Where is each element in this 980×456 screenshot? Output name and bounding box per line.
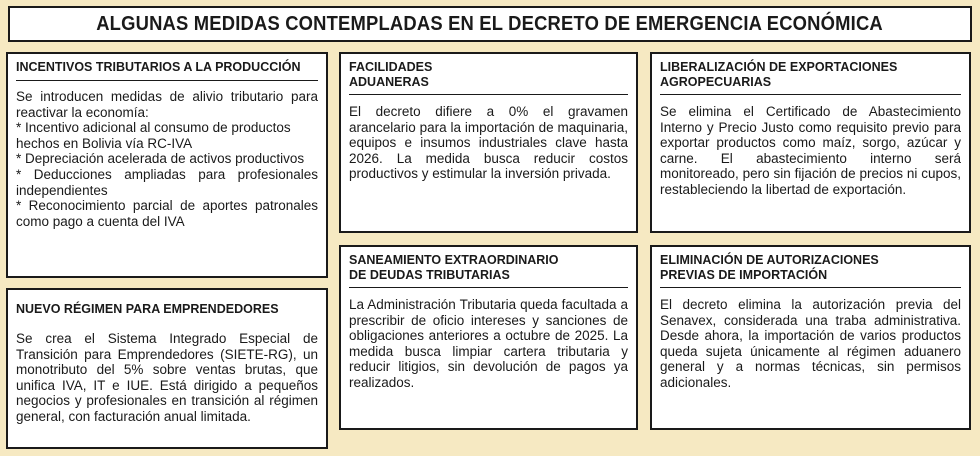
aduaneras-heading-line2: ADUANERAS (349, 75, 429, 89)
autorizaciones-box (650, 245, 971, 430)
title-banner (8, 6, 972, 42)
liberalizacion-box (650, 52, 971, 233)
incentivos-heading: INCENTIVOS TRIBUTARIOS A LA PRODUCCIÓN (16, 60, 301, 74)
saneamiento-heading (349, 253, 628, 283)
saneamiento-box (339, 245, 638, 430)
aduaneras-heading (349, 60, 628, 90)
liberalizacion-heading-line1: LIBERALIZACIÓN DE EXPORTACIONES (660, 60, 898, 74)
autorizaciones-heading (660, 253, 961, 283)
aduaneras-heading-line1: FACILIDADES (349, 60, 433, 74)
incentivos-item: * Deducciones ampliadas para profesionales independientes (16, 166, 318, 198)
incentivos-item: * Incentivo adicional al consumo de productos hechos en Bolivia vía RC-IVA (16, 120, 291, 151)
aduaneras-rule (349, 94, 628, 95)
page-title: ALGUNAS MEDIDAS CONTEMPLADAS EN EL DECRETO DE EMERGENCIA ECONÓMICA (96, 12, 884, 35)
incentivos-rule (16, 80, 318, 81)
incentivos-box (6, 52, 328, 278)
liberalizacion-body: Se elimina el Certificado de Abastecimiento Interno y Precio Justo como requisito previo para exportar productos como maíz, sorgo, azúcar y carne. El abastecimiento interno será monitoreado, pero sin fijación de precios ni cupos, restableciendo la libertad de exportación. (660, 104, 961, 197)
emprendedores-body: Se crea el Sistema Integrado Especial de Transición para Emprendedores (SIETE-RG), un monotributo del 5% sobre ventas brutas, que unifica IVA, IT e IUE. Está dirigido a pequeños negocios y profesionales en transición al régimen general, con facturación anual limitada. (16, 331, 318, 424)
emprendedores-heading: NUEVO RÉGIMEN PARA EMPRENDEDORES (16, 302, 279, 316)
liberalizacion-rule (660, 94, 961, 95)
liberalizacion-heading (660, 60, 961, 90)
saneamiento-body: La Administración Tributaria queda facultada a prescribir de oficio intereses y sanciones de obligaciones anteriores a octubre de 2025. La medida busca limpiar cartera tributaria y reducir litigios, sin devolución de pagos ya realizados. (349, 297, 628, 390)
autorizaciones-heading-line1: ELIMINACIÓN DE AUTORIZACIONES (660, 253, 879, 267)
incentivos-item: * Depreciación acelerada de activos productivos (16, 151, 305, 167)
saneamiento-heading-line2: DE DEUDAS TRIBUTARIAS (349, 268, 510, 282)
liberalizacion-heading-line2: AGROPECUARIAS (660, 75, 772, 89)
autorizaciones-heading-line2: PREVIAS DE IMPORTACIÓN (660, 268, 828, 282)
emprendedores-box (6, 288, 328, 449)
aduaneras-body: El decreto difiere a 0% el gravamen arancelario para la importación de maquinaria, equipos e insumos industriales clave hasta 2026. La medida busca reducir costos productivos y estimular la inversión privada. (349, 104, 628, 182)
saneamiento-rule (349, 287, 628, 288)
aduaneras-box (339, 52, 638, 233)
autorizaciones-body: El decreto elimina la autorización previa del Senavex, considerada una traba administrativa. Desde ahora, la importación de varios productos queda sujeta únicamente al régimen aduanero general y a normas técnicas, sin permisos adicionales. (660, 297, 961, 390)
incentivos-intro: Se introducen medidas de alivio tributario para reactivar la economía: (16, 89, 318, 120)
saneamiento-heading-line1: SANEAMIENTO EXTRAORDINARIO (349, 253, 559, 267)
autorizaciones-rule (660, 287, 961, 288)
incentivos-item: * Reconocimiento parcial de aportes patronales como pago a cuenta del IVA (16, 198, 318, 229)
